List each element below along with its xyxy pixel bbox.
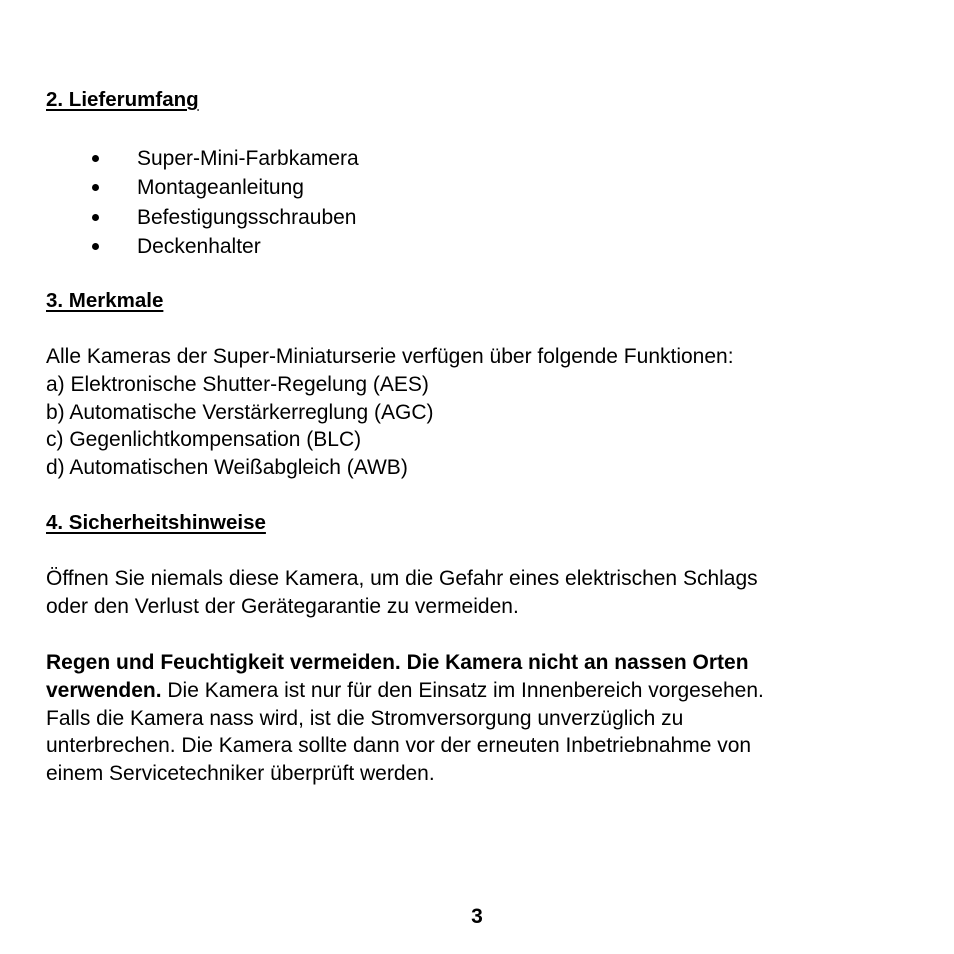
warning-bold-line: Regen und Feuchtigkeit vermeiden. Die Kamera nicht an nassen Orten bbox=[46, 651, 749, 674]
merkmale-paragraph bbox=[46, 343, 734, 482]
list-item-text: Deckenhalter bbox=[137, 234, 261, 258]
bullet-icon bbox=[92, 155, 99, 162]
feature-item: c) Gegenlichtkompensation (BLC) bbox=[46, 428, 362, 452]
sicherheit-paragraph-2 bbox=[46, 649, 764, 788]
feature-item: a) Elektronische Shutter-Regelung (AES) bbox=[46, 372, 429, 396]
feature-item: b) Automatische Verstärkerreglung (AGC) bbox=[46, 400, 434, 424]
paragraph-line: unterbrechen. Die Kamera sollte dann vor der erneuten Inbetriebnahme von bbox=[46, 734, 752, 758]
bullet-icon bbox=[92, 243, 99, 250]
heading-lieferumfang: 2. Lieferumfang bbox=[46, 88, 199, 111]
list-item-text: Montageanleitung bbox=[137, 176, 304, 200]
merkmale-intro: Alle Kameras der Super-Miniaturserie verfügen über folgende Funktionen: bbox=[46, 345, 734, 368]
list-item-text: Befestigungsschrauben bbox=[137, 205, 357, 229]
bullet-icon bbox=[92, 184, 99, 191]
bullet-icon bbox=[92, 214, 99, 221]
paragraph-line: oder den Verlust der Gerätegarantie zu vermeiden. bbox=[46, 594, 519, 618]
paragraph-line bbox=[46, 677, 764, 705]
list-item-text: Super-Mini-Farbkamera bbox=[137, 147, 359, 170]
heading-merkmale: 3. Merkmale bbox=[46, 289, 164, 312]
feature-item: d) Automatischen Weißabgleich (AWB) bbox=[46, 456, 408, 480]
paragraph-line: Falls die Kamera nass wird, ist die Stromversorgung unverzüglich zu bbox=[46, 706, 684, 730]
paragraph-line: Öffnen Sie niemals diese Kamera, um die Gefahr eines elektrischen Schlags bbox=[46, 567, 758, 590]
sicherheit-paragraph-1 bbox=[46, 565, 758, 621]
page-number: 3 bbox=[471, 905, 483, 928]
paragraph-text: Die Kamera ist nur für den Einsatz im Innenbereich vorgesehen. bbox=[161, 678, 764, 702]
paragraph-line: einem Servicetechniker überprüft werden. bbox=[46, 762, 435, 786]
heading-sicherheitshinweise: 4. Sicherheitshinweise bbox=[46, 511, 266, 534]
warning-bold-text: verwenden. bbox=[46, 678, 162, 702]
